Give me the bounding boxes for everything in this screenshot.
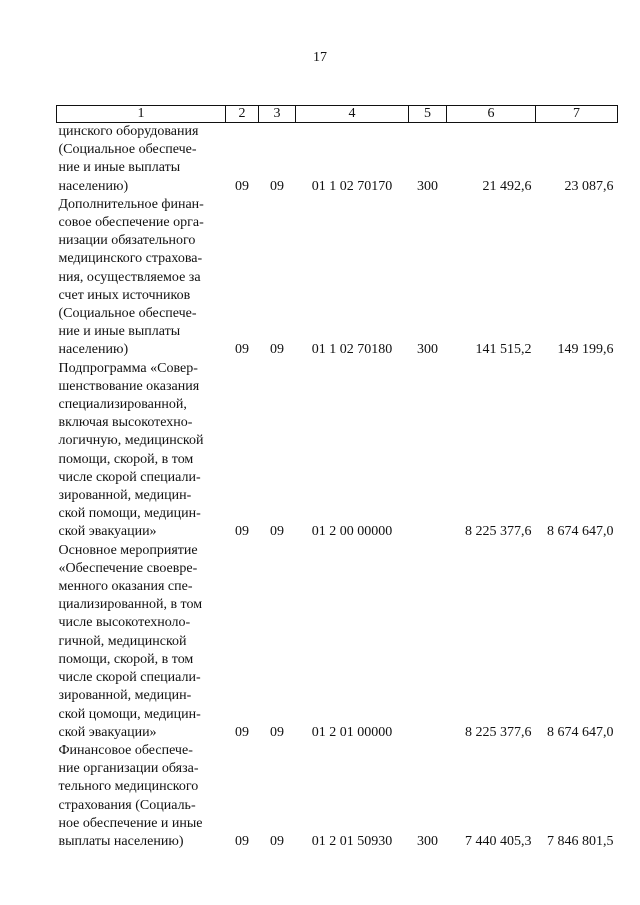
row-value-col6: 141 515,2 <box>475 342 532 358</box>
table-row <box>57 542 618 742</box>
row-subsection: 09 <box>270 524 284 540</box>
row-value-col7: 7 846 801,5 <box>547 833 614 849</box>
header-col-5: 5 <box>409 106 447 123</box>
header-col-2: 2 <box>226 106 259 123</box>
table-header <box>57 106 618 123</box>
row-expense-type <box>409 360 447 542</box>
row-description: Финансовое обеспече- ние организации обяза- тельного медицинского страхования (Социаль- ное обеспечение и иные выплаты населению) <box>58 742 203 849</box>
row-value-col7: 23 087,6 <box>564 178 614 194</box>
row-target-code: 01 1 02 70180 <box>311 342 393 358</box>
table-row <box>57 360 618 542</box>
row-expense-type: 300 <box>417 178 438 194</box>
row-section: 09 <box>235 178 249 194</box>
header-col-4: 4 <box>296 106 409 123</box>
row-value-col6: 7 440 405,3 <box>465 833 532 849</box>
row-value-col6: 8 225 377,6 <box>465 524 532 540</box>
row-subsection: 09 <box>270 833 284 849</box>
row-description: Основное мероприятие «Обеспечение своевре- менного оказания спе- циализированной, в том числе высокотехноло- гичной, медицинской помощи, скорой, в том числе скорой специали- зированной, медицин- ской цомощи, медицин- ской эвакуации» <box>58 542 203 740</box>
row-value-col7: 8 674 647,0 <box>547 524 614 540</box>
row-description: Дополнительное финан- совое обеспечение орга- низации обязательного медицинского страхова- ния, осуществляемое за счет иных источников (Социальное обеспече- ние и иные выплаты населению) <box>58 196 204 358</box>
row-expense-type: 300 <box>417 342 438 358</box>
row-value-col6: 8 225 377,6 <box>465 724 532 740</box>
row-subsection: 09 <box>270 342 284 358</box>
page-number: 17 <box>313 50 327 65</box>
table-row <box>57 123 618 196</box>
header-row <box>57 106 618 123</box>
row-subsection: 09 <box>270 724 284 740</box>
row-expense-type: 300 <box>417 833 438 849</box>
row-section: 09 <box>235 833 249 849</box>
row-target-code: 01 2 01 50930 <box>311 833 393 849</box>
row-value-col7: 8 674 647,0 <box>547 724 614 740</box>
header-col-6: 6 <box>447 106 536 123</box>
header-col-7: 7 <box>536 106 618 123</box>
row-section: 09 <box>235 524 249 540</box>
table-row <box>57 742 618 851</box>
row-section: 09 <box>235 342 249 358</box>
row-description: Подпрограмма «Совер- шенствование оказания специализированной, включая высокотехно- логичную, медицинской помощи, скорой, в том числе скорой специали- зированной, медицин- ской помощи, медицин- ской эвакуации» <box>58 360 204 540</box>
row-value-col7: 149 199,6 <box>557 342 614 358</box>
budget-table <box>56 105 618 851</box>
row-section: 09 <box>235 724 249 740</box>
table-body <box>57 123 618 852</box>
header-col-3: 3 <box>259 106 296 123</box>
row-target-code: 01 1 02 70170 <box>311 178 393 194</box>
row-value-col6: 21 492,6 <box>482 178 532 194</box>
row-expense-type <box>409 542 447 742</box>
row-target-code: 01 2 00 00000 <box>311 524 393 540</box>
row-target-code: 01 2 01 00000 <box>311 724 393 740</box>
header-col-1: 1 <box>57 106 226 123</box>
row-subsection: 09 <box>270 178 284 194</box>
table-row <box>57 196 618 360</box>
row-description: цинского оборудования (Социальное обеспече- ние и иные выплаты населению) <box>58 124 199 194</box>
